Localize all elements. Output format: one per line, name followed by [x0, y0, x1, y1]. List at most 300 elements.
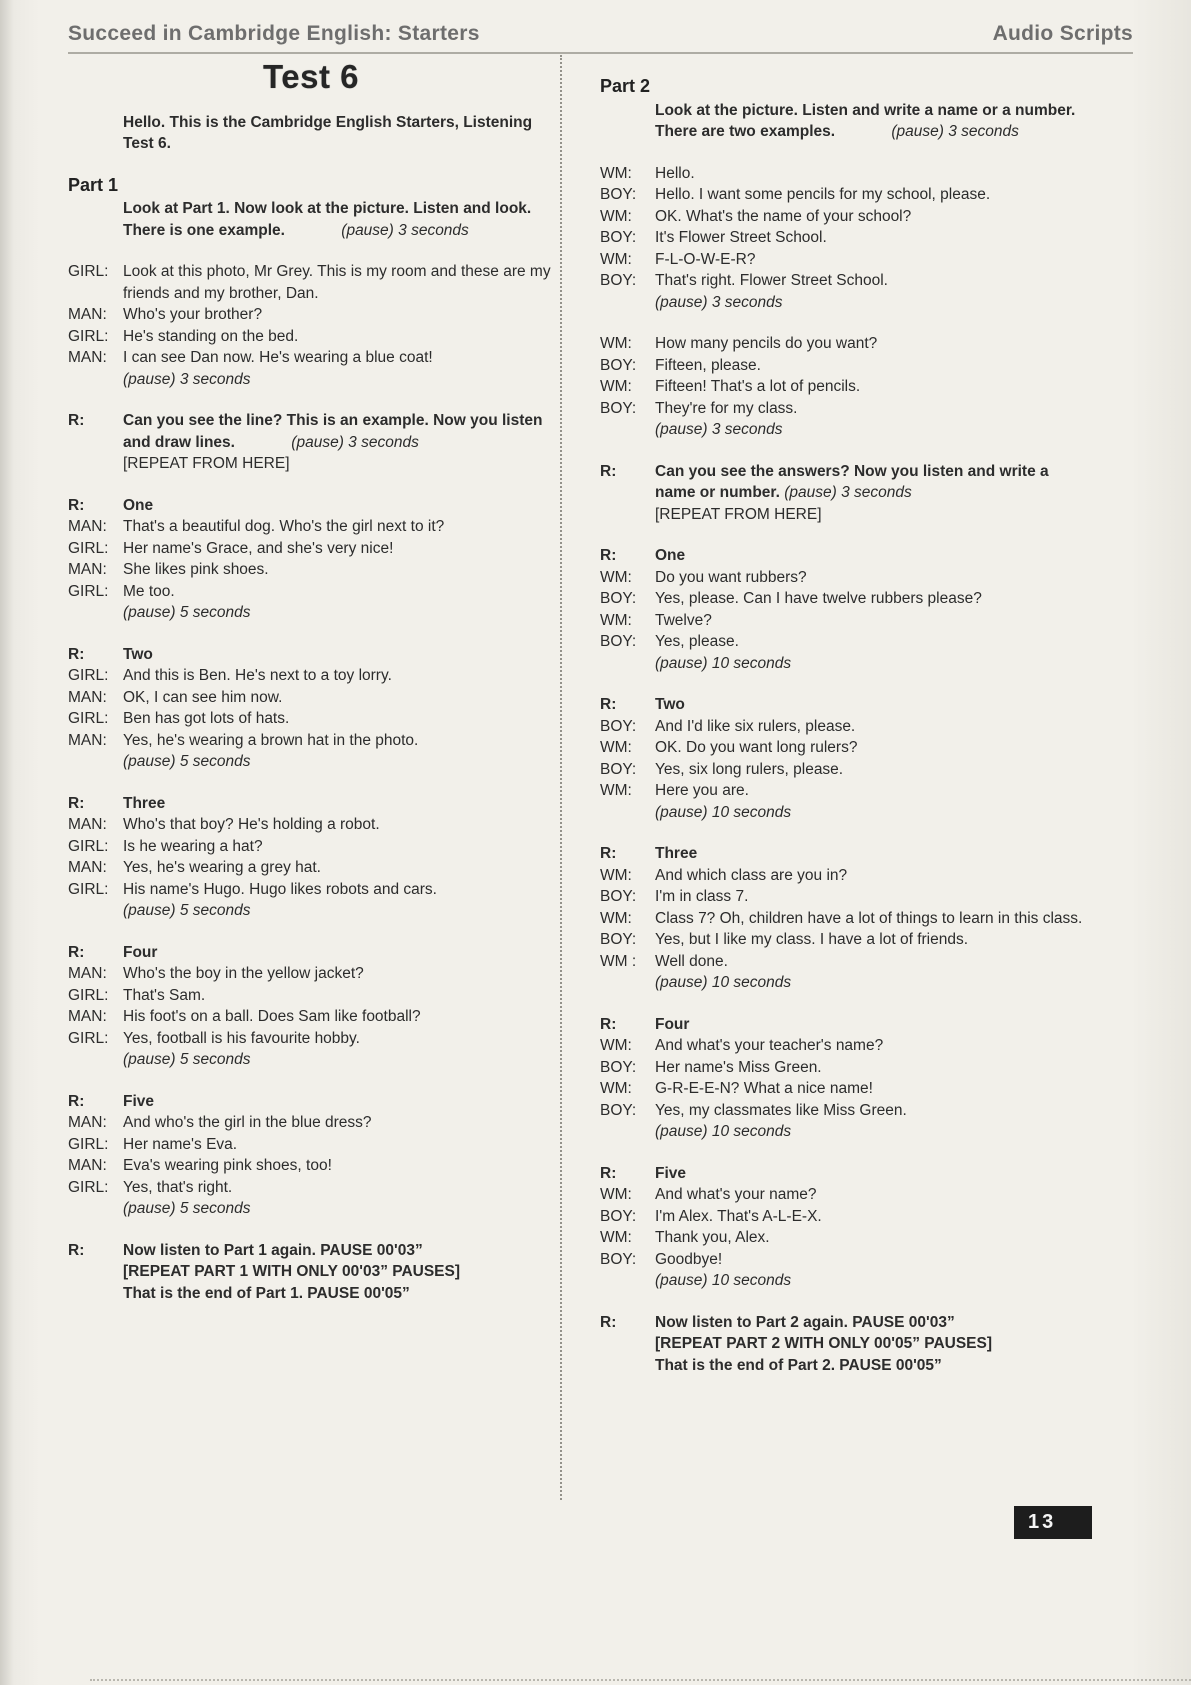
header-right-title: Audio Scripts [992, 22, 1133, 45]
dialogue-text: Look at the picture. Listen and write a name or a number. There are two examples. [655, 101, 1076, 140]
speaker-label: WM: [600, 1229, 632, 1246]
script-line [68, 538, 554, 560]
speaker-label: R: [600, 1164, 617, 1182]
line-text [655, 1227, 1092, 1249]
script-line [68, 644, 554, 666]
line-text [123, 538, 554, 560]
line-text [123, 857, 554, 879]
dialogue-text: Look at Part 1. Now look at the picture. Listen and look. There is one example. [123, 200, 532, 239]
script-block [600, 545, 1092, 674]
dialogue-text: He's standing on the bed. [123, 327, 299, 345]
script-line [600, 759, 1092, 781]
line-text [123, 112, 554, 155]
script-line [600, 843, 1092, 865]
dialogue-text: It's Flower Street School. [655, 229, 827, 246]
line-text [123, 261, 554, 304]
speaker-label: GIRL: [68, 667, 109, 684]
speaker-label: R: [68, 1092, 85, 1110]
script-line [68, 1240, 554, 1262]
dialogue-text: Eva's wearing pink shoes, too! [123, 1157, 332, 1174]
line-text [655, 1057, 1092, 1079]
script-line [600, 588, 1092, 610]
script-line [68, 516, 554, 538]
script-line [600, 249, 1092, 271]
dialogue-text: Thank you, Alex. [655, 1229, 770, 1246]
script-block [68, 495, 554, 624]
speaker-label: WM: [600, 207, 632, 225]
dialogue-text: Now listen to Part 1 again. PAUSE 00'03” [123, 1241, 423, 1259]
dialogue-text: And what's your name? [655, 1186, 817, 1203]
speaker-label: R: [600, 1313, 617, 1331]
script-line [68, 1198, 554, 1220]
script-line [68, 1261, 554, 1283]
speaker-label: BOY: [600, 760, 637, 778]
script-block [600, 163, 1092, 314]
script-block [68, 942, 554, 1071]
dialogue-text: That is the end of Part 1. PAUSE 00'05” [123, 1284, 410, 1302]
script-block [68, 793, 554, 922]
page-number: 13 [1028, 1511, 1057, 1533]
script-line [600, 1249, 1092, 1271]
pause-note: (pause) 5 seconds [123, 1051, 251, 1068]
line-text [655, 355, 1092, 377]
line-text [123, 326, 554, 348]
speaker-label: MAN: [68, 816, 107, 833]
script-line [68, 410, 554, 453]
dialogue-text: Look at this photo, Mr Grey. This is my room and these are my friends and my brother, Dan. [123, 263, 551, 302]
speaker-label: MAN: [68, 518, 107, 535]
line-text [655, 1078, 1092, 1100]
speaker-label: GIRL: [68, 1178, 109, 1196]
left-column [68, 58, 554, 1396]
line-text [123, 347, 554, 369]
script-line [600, 100, 1092, 143]
line-text [123, 814, 554, 836]
dialogue-text: [REPEAT FROM HERE] [655, 505, 822, 523]
speaker-label: BOY: [600, 931, 637, 948]
speaker-label: WM: [600, 164, 632, 182]
script-block [600, 1014, 1092, 1143]
script-line [68, 1283, 554, 1305]
dialogue-text: Yes, that's right. [123, 1178, 233, 1196]
line-text [655, 886, 1092, 908]
dialogue-text: Three [123, 794, 166, 812]
page-number-badge [1014, 1506, 1092, 1539]
pause-note: (pause) 10 seconds [655, 654, 792, 672]
pause-note: (pause) 5 seconds [123, 1200, 251, 1217]
script-line [600, 1270, 1092, 1292]
script-line [68, 198, 554, 241]
line-text [655, 1184, 1092, 1206]
script-line [68, 942, 554, 964]
speaker-label: BOY: [600, 272, 637, 289]
speaker-label: GIRL: [68, 986, 109, 1004]
dialogue-text: Hello. I want some pencils for my school, please. [655, 186, 991, 203]
line-text [123, 1261, 554, 1283]
script-line [68, 1112, 554, 1134]
line-text [123, 581, 554, 603]
line-text [655, 951, 1092, 973]
line-text [655, 759, 1092, 781]
speaker-label: GIRL: [68, 710, 109, 727]
dialogue-text: Is he wearing a hat? [123, 837, 263, 855]
speaker-label: R: [68, 496, 85, 514]
line-text [655, 802, 1092, 824]
dialogue-text: Yes, he's wearing a brown hat in the photo. [123, 731, 419, 749]
script-line [600, 1206, 1092, 1228]
line-text [123, 1112, 554, 1134]
dialogue-text: Fifteen, please. [655, 356, 761, 374]
line-text [655, 929, 1092, 951]
speaker-label: R: [68, 1241, 85, 1259]
dialogue-text: Who's that boy? He's holding a robot. [123, 816, 380, 833]
dialogue-text: [REPEAT FROM HERE] [123, 455, 290, 472]
line-text [655, 1312, 1092, 1334]
speaker-label: BOY: [600, 1101, 637, 1119]
line-text [123, 1240, 554, 1262]
speaker-label: WM: [600, 611, 632, 629]
line-text [123, 410, 554, 453]
line-text [655, 1355, 1092, 1377]
speaker-label: MAN: [68, 731, 107, 749]
speaker-label: MAN: [68, 1114, 107, 1131]
line-text [123, 1155, 554, 1177]
dialogue-text: How many pencils do you want? [655, 335, 878, 352]
line-text [655, 631, 1092, 653]
line-text [123, 836, 554, 858]
dialogue-text: Can you see the answers? Now you listen and write a name or number. [655, 462, 1049, 501]
speaker-label: GIRL: [68, 263, 109, 280]
line-text [655, 780, 1092, 802]
dialogue-text: I can see Dan now. He's wearing a blue coat! [123, 349, 433, 366]
dialogue-text: And who's the girl in the blue dress? [123, 1114, 372, 1131]
script-line [68, 793, 554, 815]
dialogue-text: Her name's Grace, and she's very nice! [123, 539, 394, 557]
line-text [655, 1163, 1092, 1185]
script-line [600, 567, 1092, 589]
pause-note: (pause) 5 seconds [123, 753, 251, 770]
pause-note: (pause) 3 seconds [891, 123, 1019, 140]
dialogue-text: That's a beautiful dog. Who's the girl next to it? [123, 518, 445, 535]
speaker-label: WM: [600, 1080, 632, 1097]
script-block [68, 1091, 554, 1220]
dialogue-text: Yes, but I like my class. I have a lot of friends. [655, 931, 969, 948]
script-line [68, 304, 554, 326]
script-block [68, 261, 554, 390]
speaker-label: WM: [600, 568, 632, 586]
line-text [123, 665, 554, 687]
script-line [68, 1049, 554, 1071]
line-text [123, 1028, 554, 1050]
pause-note: (pause) 10 seconds [655, 1123, 792, 1140]
script-line [600, 376, 1092, 398]
dialogue-text: Now listen to Part 2 again. PAUSE 00'03” [655, 1313, 955, 1331]
speaker-label: BOY: [600, 590, 637, 607]
scan-edge-artifact [90, 1679, 1191, 1681]
script-line [600, 886, 1092, 908]
script-block [600, 333, 1092, 441]
speaker-label: GIRL: [68, 1135, 109, 1153]
part-heading: Part 1 [68, 174, 119, 195]
script-line [600, 694, 1092, 716]
line-text [655, 1121, 1092, 1143]
script-line [68, 665, 554, 687]
script-line [600, 270, 1092, 292]
script-line [600, 333, 1092, 355]
line-text [123, 304, 554, 326]
dialogue-text: They're for my class. [655, 399, 798, 417]
line-text [123, 942, 554, 964]
dialogue-text: Twelve? [655, 611, 712, 629]
dialogue-text: Yes, please. [655, 633, 739, 650]
dialogue-text: OK. What's the name of your school? [655, 207, 912, 225]
script-line [68, 836, 554, 858]
line-text [655, 419, 1092, 441]
line-text [655, 908, 1092, 930]
line-text [123, 602, 554, 624]
dialogue-text: Two [655, 696, 685, 713]
speaker-label: BOY: [600, 1250, 637, 1268]
line-text [655, 504, 1092, 526]
script-line [600, 802, 1092, 824]
line-text [655, 865, 1092, 887]
speaker-label: GIRL: [68, 539, 109, 557]
dialogue-text: [REPEAT PART 1 WITH ONLY 00'03” PAUSES] [123, 1263, 461, 1280]
script-line [600, 184, 1092, 206]
script-line [600, 292, 1092, 314]
line-text [655, 184, 1092, 206]
script-line [600, 1333, 1092, 1355]
speaker-label: WM: [600, 739, 632, 756]
speaker-label: GIRL: [68, 327, 109, 345]
speaker-label: MAN: [68, 688, 107, 706]
script-line [600, 716, 1092, 738]
pause-note: (pause) 3 seconds [655, 293, 783, 311]
dialogue-text: Hello. [655, 164, 695, 182]
dialogue-text: His name's Hugo. Hugo likes robots and cars. [123, 880, 437, 898]
speaker-label: BOY: [600, 186, 637, 203]
dialogue-text: Can you see the line? This is an example. Now you listen and draw lines. [123, 412, 543, 451]
script-block [68, 410, 554, 475]
speaker-label: BOY: [600, 633, 637, 650]
dialogue-text: That is the end of Part 2. PAUSE 00'05” [655, 1356, 942, 1374]
line-text [123, 453, 554, 475]
script-line [600, 545, 1092, 567]
line-text [123, 516, 554, 538]
pause-note: (pause) 3 seconds [655, 421, 783, 438]
script-line [68, 261, 554, 304]
speaker-label: WM: [600, 378, 632, 395]
speaker-label: WM: [600, 782, 632, 799]
script-line [68, 900, 554, 922]
script-line [68, 730, 554, 752]
speaker-label: MAN: [68, 561, 107, 578]
script-line [68, 602, 554, 624]
pause-note: (pause) 3 seconds [784, 484, 912, 501]
dialogue-text: Her name's Eva. [123, 1135, 238, 1153]
line-text [655, 1100, 1092, 1122]
line-text [123, 369, 554, 391]
dialogue-text: Yes, my classmates like Miss Green. [655, 1101, 907, 1119]
line-text [655, 567, 1092, 589]
speaker-label: WM: [600, 866, 632, 884]
dialogue-text: And which class are you in? [655, 866, 848, 884]
line-text [123, 1177, 554, 1199]
script-block [68, 1240, 554, 1305]
dialogue-text: She likes pink shoes. [123, 561, 269, 578]
speaker-label: WM: [600, 335, 632, 352]
line-text [123, 1006, 554, 1028]
dialogue-text: Four [123, 943, 158, 961]
speaker-label: WM: [600, 250, 632, 268]
line-text [655, 694, 1092, 716]
speaker-label: GIRL: [68, 837, 109, 855]
line-text [123, 1198, 554, 1220]
dialogue-text: Ben has got lots of hats. [123, 710, 290, 727]
script-line [600, 1100, 1092, 1122]
script-line [68, 559, 554, 581]
line-text [655, 1333, 1092, 1355]
script-line [600, 1163, 1092, 1185]
speaker-label: GIRL: [68, 582, 109, 600]
script-block [68, 198, 554, 241]
dialogue-text: And this is Ben. He's next to a toy lorry. [123, 667, 392, 684]
pause-note: (pause) 5 seconds [123, 902, 251, 919]
line-text [123, 495, 554, 517]
speaker-label: BOY: [600, 399, 637, 417]
speaker-label: WM: [600, 909, 632, 927]
line-text [655, 333, 1092, 355]
line-text [655, 100, 1092, 143]
speaker-label: WM: [600, 1186, 632, 1203]
line-text [123, 1049, 554, 1071]
speaker-label: MAN: [68, 965, 107, 982]
speaker-label: MAN: [68, 1157, 107, 1174]
speaker-label: BOY: [600, 356, 637, 374]
header-left-title: Succeed in Cambridge English: Starters [68, 22, 480, 45]
dialogue-text: That's Sam. [123, 986, 206, 1004]
pause-note: (pause) 10 seconds [655, 803, 792, 821]
dialogue-text: Yes, six long rulers, please. [655, 760, 844, 778]
script-line [600, 1121, 1092, 1143]
dialogue-text: Five [655, 1164, 687, 1182]
speaker-label: BOY: [600, 888, 637, 905]
dialogue-text: OK. Do you want long rulers? [655, 739, 858, 756]
line-text [655, 292, 1092, 314]
dialogue-text: Three [655, 845, 698, 862]
script-line [600, 908, 1092, 930]
speaker-label: BOY: [600, 1207, 637, 1225]
line-text [123, 963, 554, 985]
dialogue-text: Me too. [123, 582, 175, 600]
script-line [68, 369, 554, 391]
script-line [68, 751, 554, 773]
script-line [600, 1312, 1092, 1334]
dialogue-text: And what's your teacher's name? [655, 1037, 884, 1054]
speaker-label: R: [600, 462, 617, 480]
line-text [123, 198, 554, 241]
script-line [68, 708, 554, 730]
line-text [655, 227, 1092, 249]
script-block [600, 100, 1092, 143]
speaker-label: R: [600, 696, 617, 713]
script-line [68, 347, 554, 369]
script-line [68, 1028, 554, 1050]
script-line [600, 1035, 1092, 1057]
script-line [68, 1155, 554, 1177]
dialogue-text: Hello. This is the Cambridge English Starters, Listening Test 6. [123, 113, 533, 152]
line-text [655, 1206, 1092, 1228]
script-line [600, 398, 1092, 420]
script-line [600, 1078, 1092, 1100]
line-text [655, 398, 1092, 420]
dialogue-text: I'm in class 7. [655, 888, 749, 905]
speaker-label: MAN: [68, 1008, 107, 1025]
script-line [68, 112, 554, 155]
speaker-label: GIRL: [68, 1029, 109, 1047]
script-block [600, 1312, 1092, 1377]
dialogue-text: Yes, please. Can I have twelve rubbers please? [655, 590, 982, 607]
script-columns [68, 58, 1092, 1396]
dialogue-text: Class 7? Oh, children have a lot of things to learn in this class. [655, 909, 1083, 927]
line-text [123, 708, 554, 730]
speaker-label: R: [68, 412, 85, 429]
script-line [600, 1057, 1092, 1079]
dialogue-text: OK, I can see him now. [123, 688, 283, 706]
dialogue-text: Two [123, 645, 153, 663]
speaker-label: WM: [600, 1037, 632, 1054]
script-block [68, 112, 554, 155]
script-block [600, 843, 1092, 994]
dialogue-text: Four [655, 1015, 690, 1033]
line-text [655, 1035, 1092, 1057]
dialogue-text: Who's the boy in the yellow jacket? [123, 965, 364, 982]
dialogue-text: F-L-O-W-E-R? [655, 250, 756, 268]
dialogue-text: His foot's on a ball. Does Sam like football? [123, 1008, 421, 1025]
dialogue-text: Here you are. [655, 782, 749, 799]
dialogue-text: That's right. Flower Street School. [655, 272, 888, 289]
line-text [123, 1283, 554, 1305]
dialogue-text: One [123, 496, 154, 514]
dialogue-text: Yes, football is his favourite hobby. [123, 1029, 360, 1047]
dialogue-text: Who's your brother? [123, 306, 263, 323]
script-line [600, 631, 1092, 653]
script-line [68, 985, 554, 1007]
dialogue-text: [REPEAT PART 2 WITH ONLY 00'05” PAUSES] [655, 1335, 993, 1352]
line-text [123, 879, 554, 901]
script-line [68, 1006, 554, 1028]
line-text [655, 163, 1092, 185]
pause-note: (pause) 3 seconds [123, 370, 251, 388]
line-text [655, 653, 1092, 675]
page-header [68, 22, 1133, 54]
line-text [655, 270, 1092, 292]
script-line [600, 163, 1092, 185]
speaker-label: BOY: [600, 1058, 637, 1076]
line-text [123, 985, 554, 1007]
script-line [600, 951, 1092, 973]
line-text [655, 1249, 1092, 1271]
line-text [655, 737, 1092, 759]
line-text [655, 249, 1092, 271]
script-line [68, 963, 554, 985]
speaker-label: R: [68, 943, 85, 961]
script-block [600, 1163, 1092, 1292]
speaker-label: WM : [600, 952, 637, 970]
script-line [600, 461, 1092, 504]
script-line [68, 857, 554, 879]
script-line [68, 581, 554, 603]
